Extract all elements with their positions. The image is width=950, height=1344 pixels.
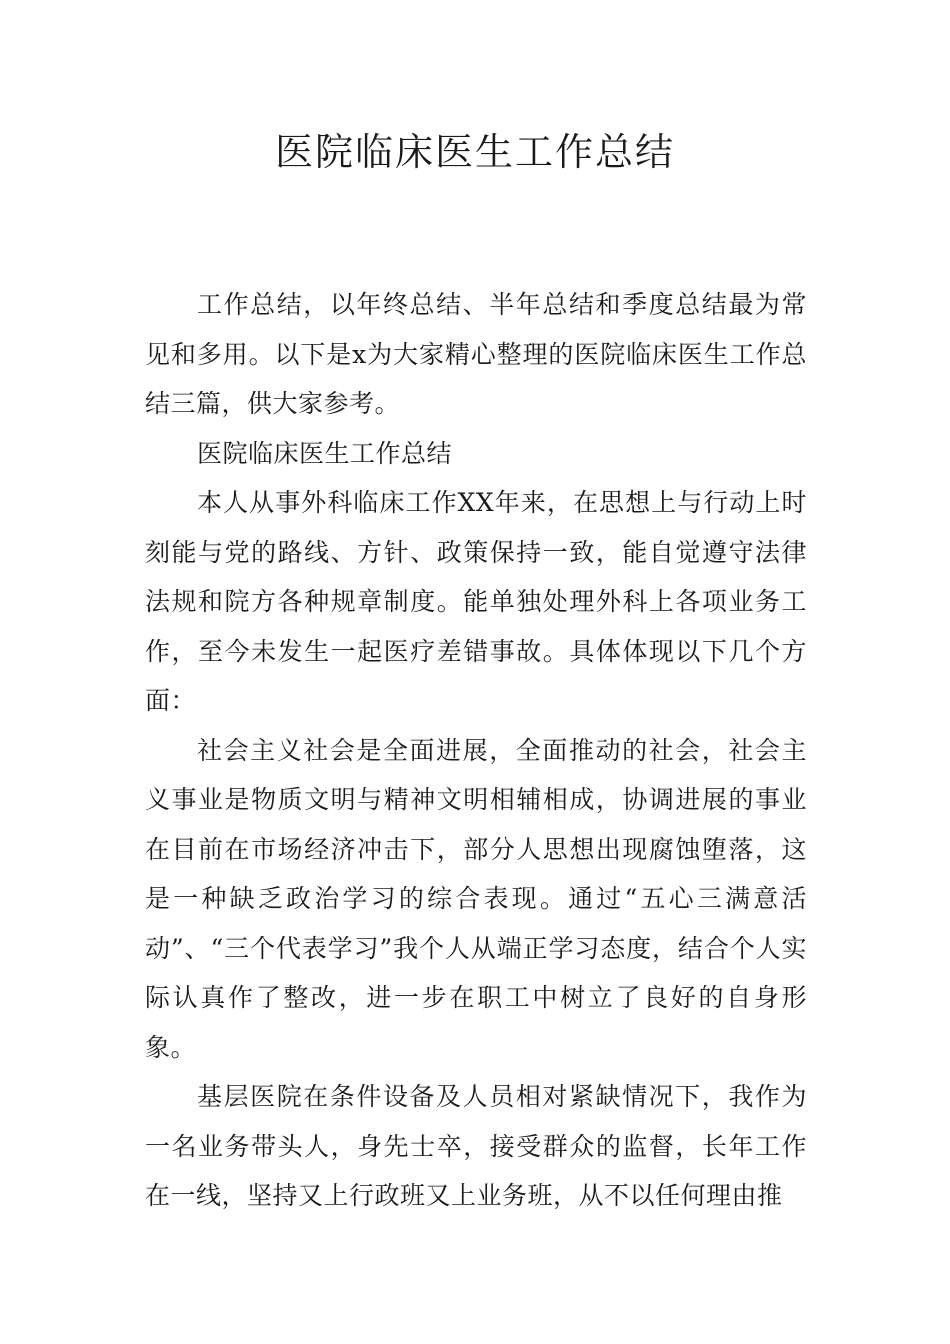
body-paragraph: 本人从事外科临床工作XX年来，在思想上与行动上时刻能与党的路线、方针、政策保持一致，能自觉遵守法律法规和院方各种规章制度。能单独处理外科上各项业务工作，至今未发生一起医疗差错事故。具体体现以下几个方面： <box>145 488 807 715</box>
body-paragraph: 基层医院在条件设备及人员相对紧缺情况下，我作为一名业务带头人，身先士卒，接受群众的监督，长年工作在一线，坚持又上行政班又上业务班，从不以任何理由推 <box>145 1082 807 1210</box>
section-heading: 医院临床医生工作总结 <box>197 438 453 468</box>
document-body <box>145 280 807 1221</box>
document-title: 医院临床医生工作总结 <box>274 130 675 174</box>
intro-paragraph: 工作总结，以年终总结、半年总结和季度总结最为常见和多用。以下是x为大家精心整理的医院临床医生工作总结三篇，供大家参考。 <box>145 290 807 418</box>
body-paragraph: 社会主义社会是全面进展，全面推动的社会，社会主义事业是物质文明与精神文明相辅相成，协调进展的事业在目前在市场经济冲击下，部分人思想出现腐蚀堕落，这是一种缺乏政治学习的综合表现。通过“五心三满意活动”、“三个代表学习”我个人从端正学习态度，结合个人实际认真作了整改，进一步在职工中树立了良好的自身形象。 <box>145 735 807 1062</box>
